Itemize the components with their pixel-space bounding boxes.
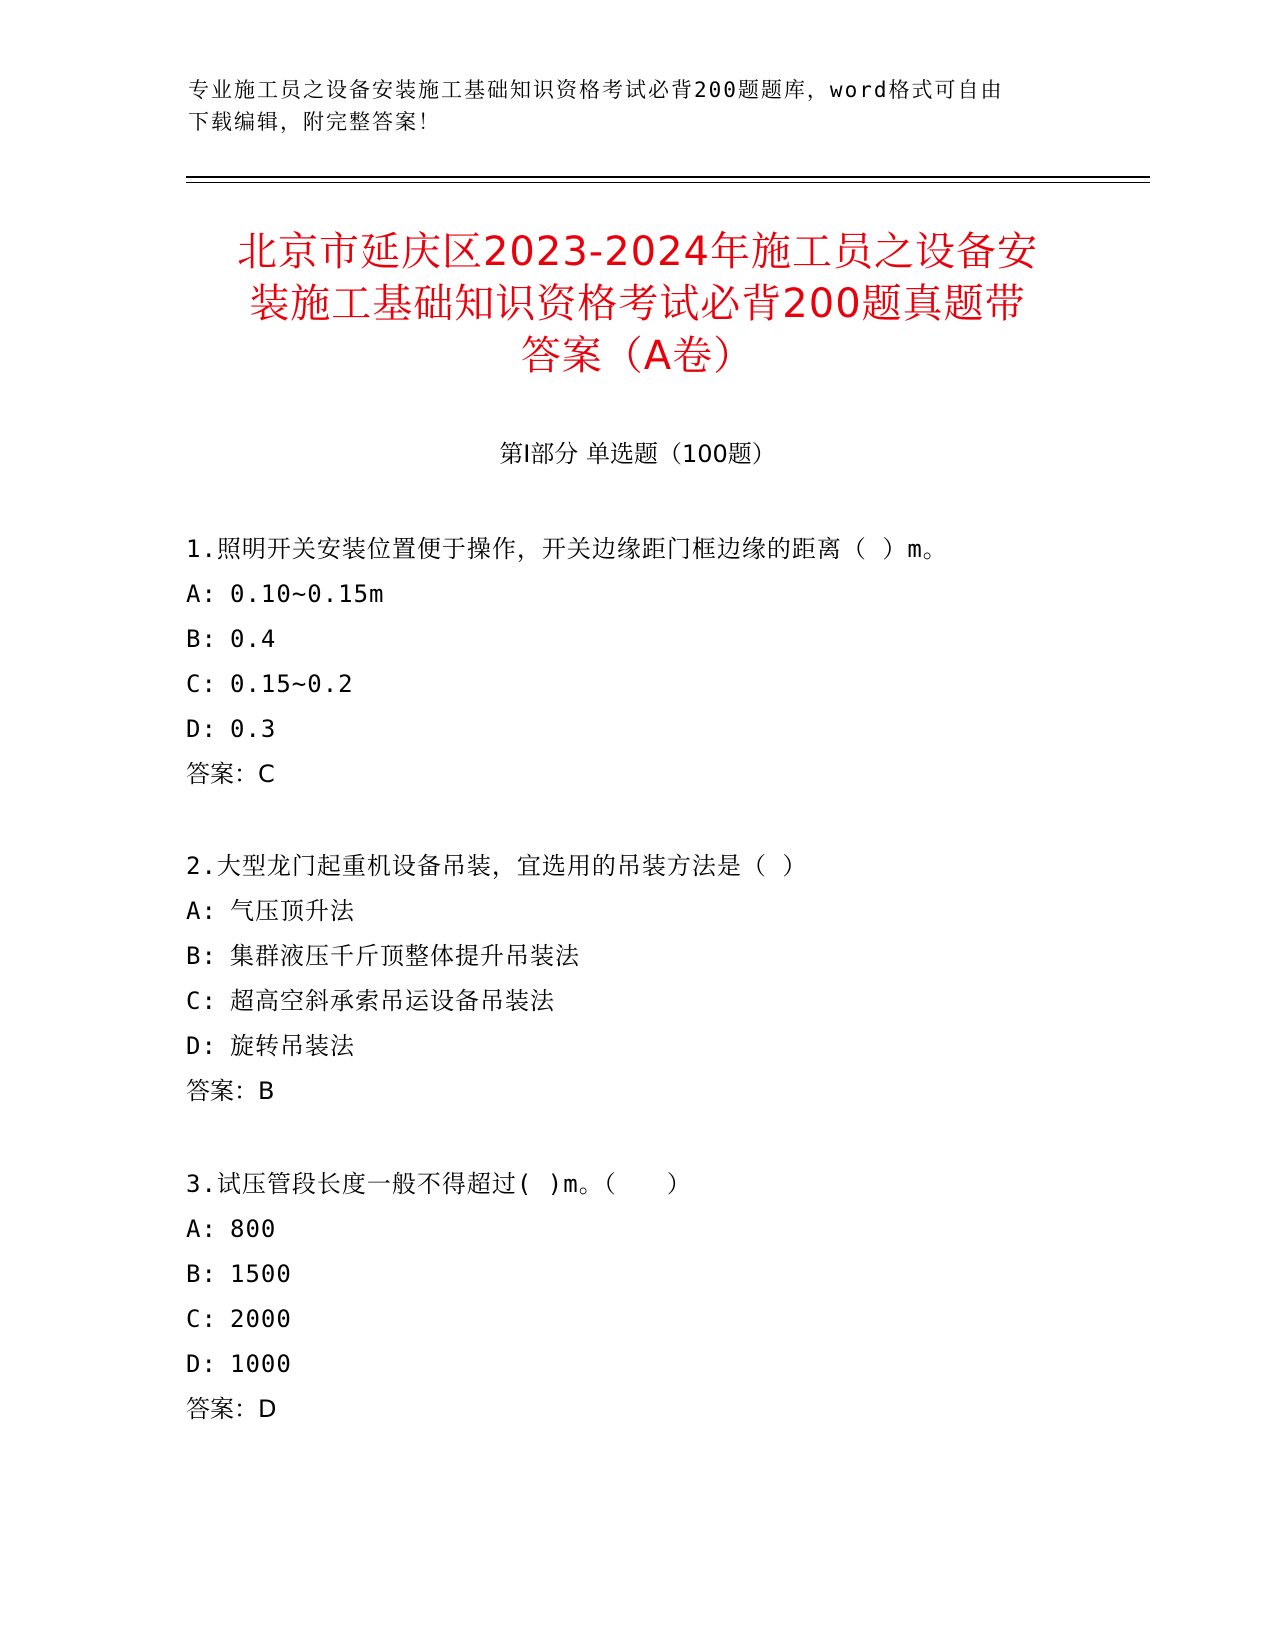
option-text: 2000 — [230, 1305, 292, 1333]
question-2 — [186, 844, 1086, 1114]
question-stem: 3.试压管段长度一般不得超过( )m。（ ） — [186, 1170, 692, 1198]
question-stem: 1.照明开关安装位置便于操作，开关边缘距门框边缘的距离（ ）m。 — [186, 535, 948, 563]
option-key: C: — [186, 1305, 217, 1333]
title-line-2: 装施工基础知识资格考试必背200题真题带 — [249, 281, 1026, 327]
option-key: B: — [186, 1260, 217, 1288]
option-key: D: — [186, 1032, 217, 1060]
option-text: 0.15~0.2 — [230, 670, 354, 698]
header-note — [188, 74, 1068, 138]
option-key: A: — [186, 1215, 217, 1243]
option-b — [186, 934, 1086, 979]
answer: 答案：B — [186, 1077, 275, 1105]
option-key: B: — [186, 942, 217, 970]
option-key: D: — [186, 715, 217, 743]
option-b — [186, 617, 1086, 662]
option-a — [186, 1207, 1086, 1252]
option-text: 0.3 — [230, 715, 277, 743]
title-line-1: 北京市延庆区2023-2024年施工员之设备安 — [236, 229, 1039, 275]
option-key: D: — [186, 1350, 217, 1378]
option-d — [186, 1342, 1086, 1387]
option-text: 超高空斜承索吊运设备吊装法 — [230, 987, 555, 1015]
option-text: 1000 — [230, 1350, 292, 1378]
title-line-3: 答案（A卷） — [520, 333, 755, 379]
option-text: 旋转吊装法 — [230, 1032, 355, 1060]
option-key: B: — [186, 625, 217, 653]
option-text: 1500 — [230, 1260, 292, 1288]
option-key: A: — [186, 580, 217, 608]
question-3 — [186, 1162, 1086, 1432]
option-text: 气压顶升法 — [230, 897, 355, 925]
option-d — [186, 1024, 1086, 1069]
option-text: 800 — [230, 1215, 277, 1243]
option-key: A: — [186, 897, 217, 925]
option-d — [186, 707, 1086, 752]
header-rule-thick — [186, 176, 1150, 178]
header-note-line-1: 专业施工员之设备安装施工基础知识资格考试必背200题题库，word格式可自由 — [188, 78, 1004, 102]
header-note-line-2: 下载编辑，附完整答案！ — [188, 110, 441, 134]
option-c — [186, 662, 1086, 707]
option-a — [186, 572, 1086, 617]
option-c — [186, 979, 1086, 1024]
option-text: 0.10~0.15m — [230, 580, 385, 608]
option-key: C: — [186, 987, 217, 1015]
answer: 答案：C — [186, 760, 275, 788]
header-rule-thin — [186, 182, 1150, 183]
option-b — [186, 1252, 1086, 1297]
question-stem: 2.大型龙门起重机设备吊装，宜选用的吊装方法是（ ） — [186, 852, 808, 880]
question-1 — [186, 527, 1086, 797]
option-a — [186, 889, 1086, 934]
option-text: 0.4 — [230, 625, 277, 653]
option-c — [186, 1297, 1086, 1342]
answer: 答案：D — [186, 1395, 277, 1423]
option-text: 集群液压千斤顶整体提升吊装法 — [230, 942, 580, 970]
section-title: 第Ⅰ部分 单选题（100题） — [499, 440, 776, 468]
option-key: C: — [186, 670, 217, 698]
document-title — [150, 226, 1125, 382]
